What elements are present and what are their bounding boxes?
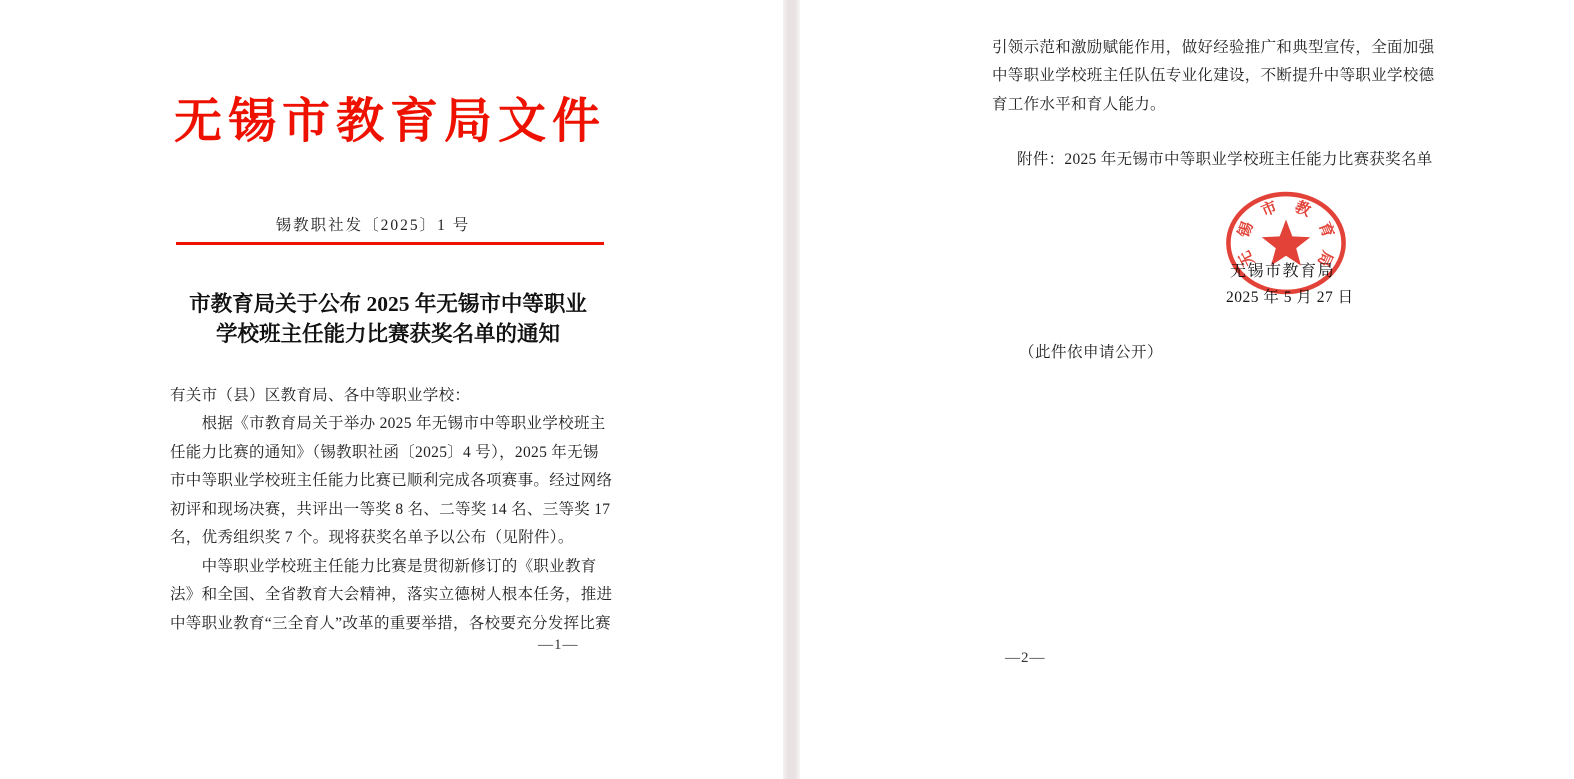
body-line: 有关市（县）区教育局、各中等职业学校： [170,387,471,404]
issuer-name: 无锡市教育局 [1230,263,1336,280]
page-number-1: —1— [538,637,579,653]
doc-number: 锡教职社发〔2025〕1 号 [275,217,471,234]
disclosure-note: （此件依申请公开） [1019,344,1164,361]
seal-rim-character: 教 [1292,198,1314,221]
page-1-body [170,382,613,638]
attachment-note: 附件：2025 年无锡市中等职业学校班主任能力比赛获奖名单 [1017,151,1433,168]
page-1 [0,0,783,779]
page-number-2: —2— [1005,650,1046,666]
body-line: 初评和现场决赛，共评出一等奖 8 名、二等奖 14 名、三等奖 17 [170,500,611,518]
seal-rim-character: 无 [1236,247,1259,270]
body-line: 引领示范和激励赋能作用，做好经验推广和典型宣传，全面加强 [992,39,1435,56]
body-line: 法》和全国、全省教育大会精神，落实立德树人根本任务，推进 [170,586,613,604]
seal-rim-character: 局 [1313,247,1336,270]
body-line: 根据《市教育局关于举办 2025 年无锡市中等职业学校班主 [170,415,606,433]
seal-rim-character: 市 [1258,198,1280,221]
seal-rim-character: 锡 [1235,219,1257,241]
document-title [110,290,666,349]
page-gap [783,0,800,779]
body-line: 中等职业学校班主任能力比赛是贯彻新修订的《职业教育 [170,557,597,575]
star-icon [1262,220,1311,266]
official-seal-graphic [1224,190,1348,296]
seal-rim-character: 育 [1315,219,1337,241]
page-2 [800,0,1574,779]
body-line: 任能力比赛的通知》（锡教职社函〔2025〕4 号），2025 年无锡 [170,443,599,461]
official-seal [1224,190,1348,296]
red-header-title: 无锡市教育局文件 [173,95,606,148]
body-line: 市中等职业学校班主任能力比赛已顺利完成各项赛事。经过网络 [170,472,613,490]
red-separator-line [176,242,604,245]
body-line: 中等职业教育“三全育人”改革的重要举措，各校要充分发挥比赛 [170,614,611,632]
body-line: 中等职业学校班主任队伍专业化建设，不断提升中等职业学校德 [992,67,1435,85]
issue-date: 2025 年 5 月 27 日 [1226,289,1354,306]
body-line: 育工作水平和育人能力。 [992,95,1166,113]
document-title-line-1: 市教育局关于公布 2025 年无锡市中等职业 [189,292,587,316]
document-title-line-2: 学校班主任能力比赛获奖名单的通知 [215,321,560,346]
page-2-body [992,34,1435,119]
body-line: 名，优秀组织奖 7 个。现将获奖名单予以公布（见附件）。 [170,529,574,547]
